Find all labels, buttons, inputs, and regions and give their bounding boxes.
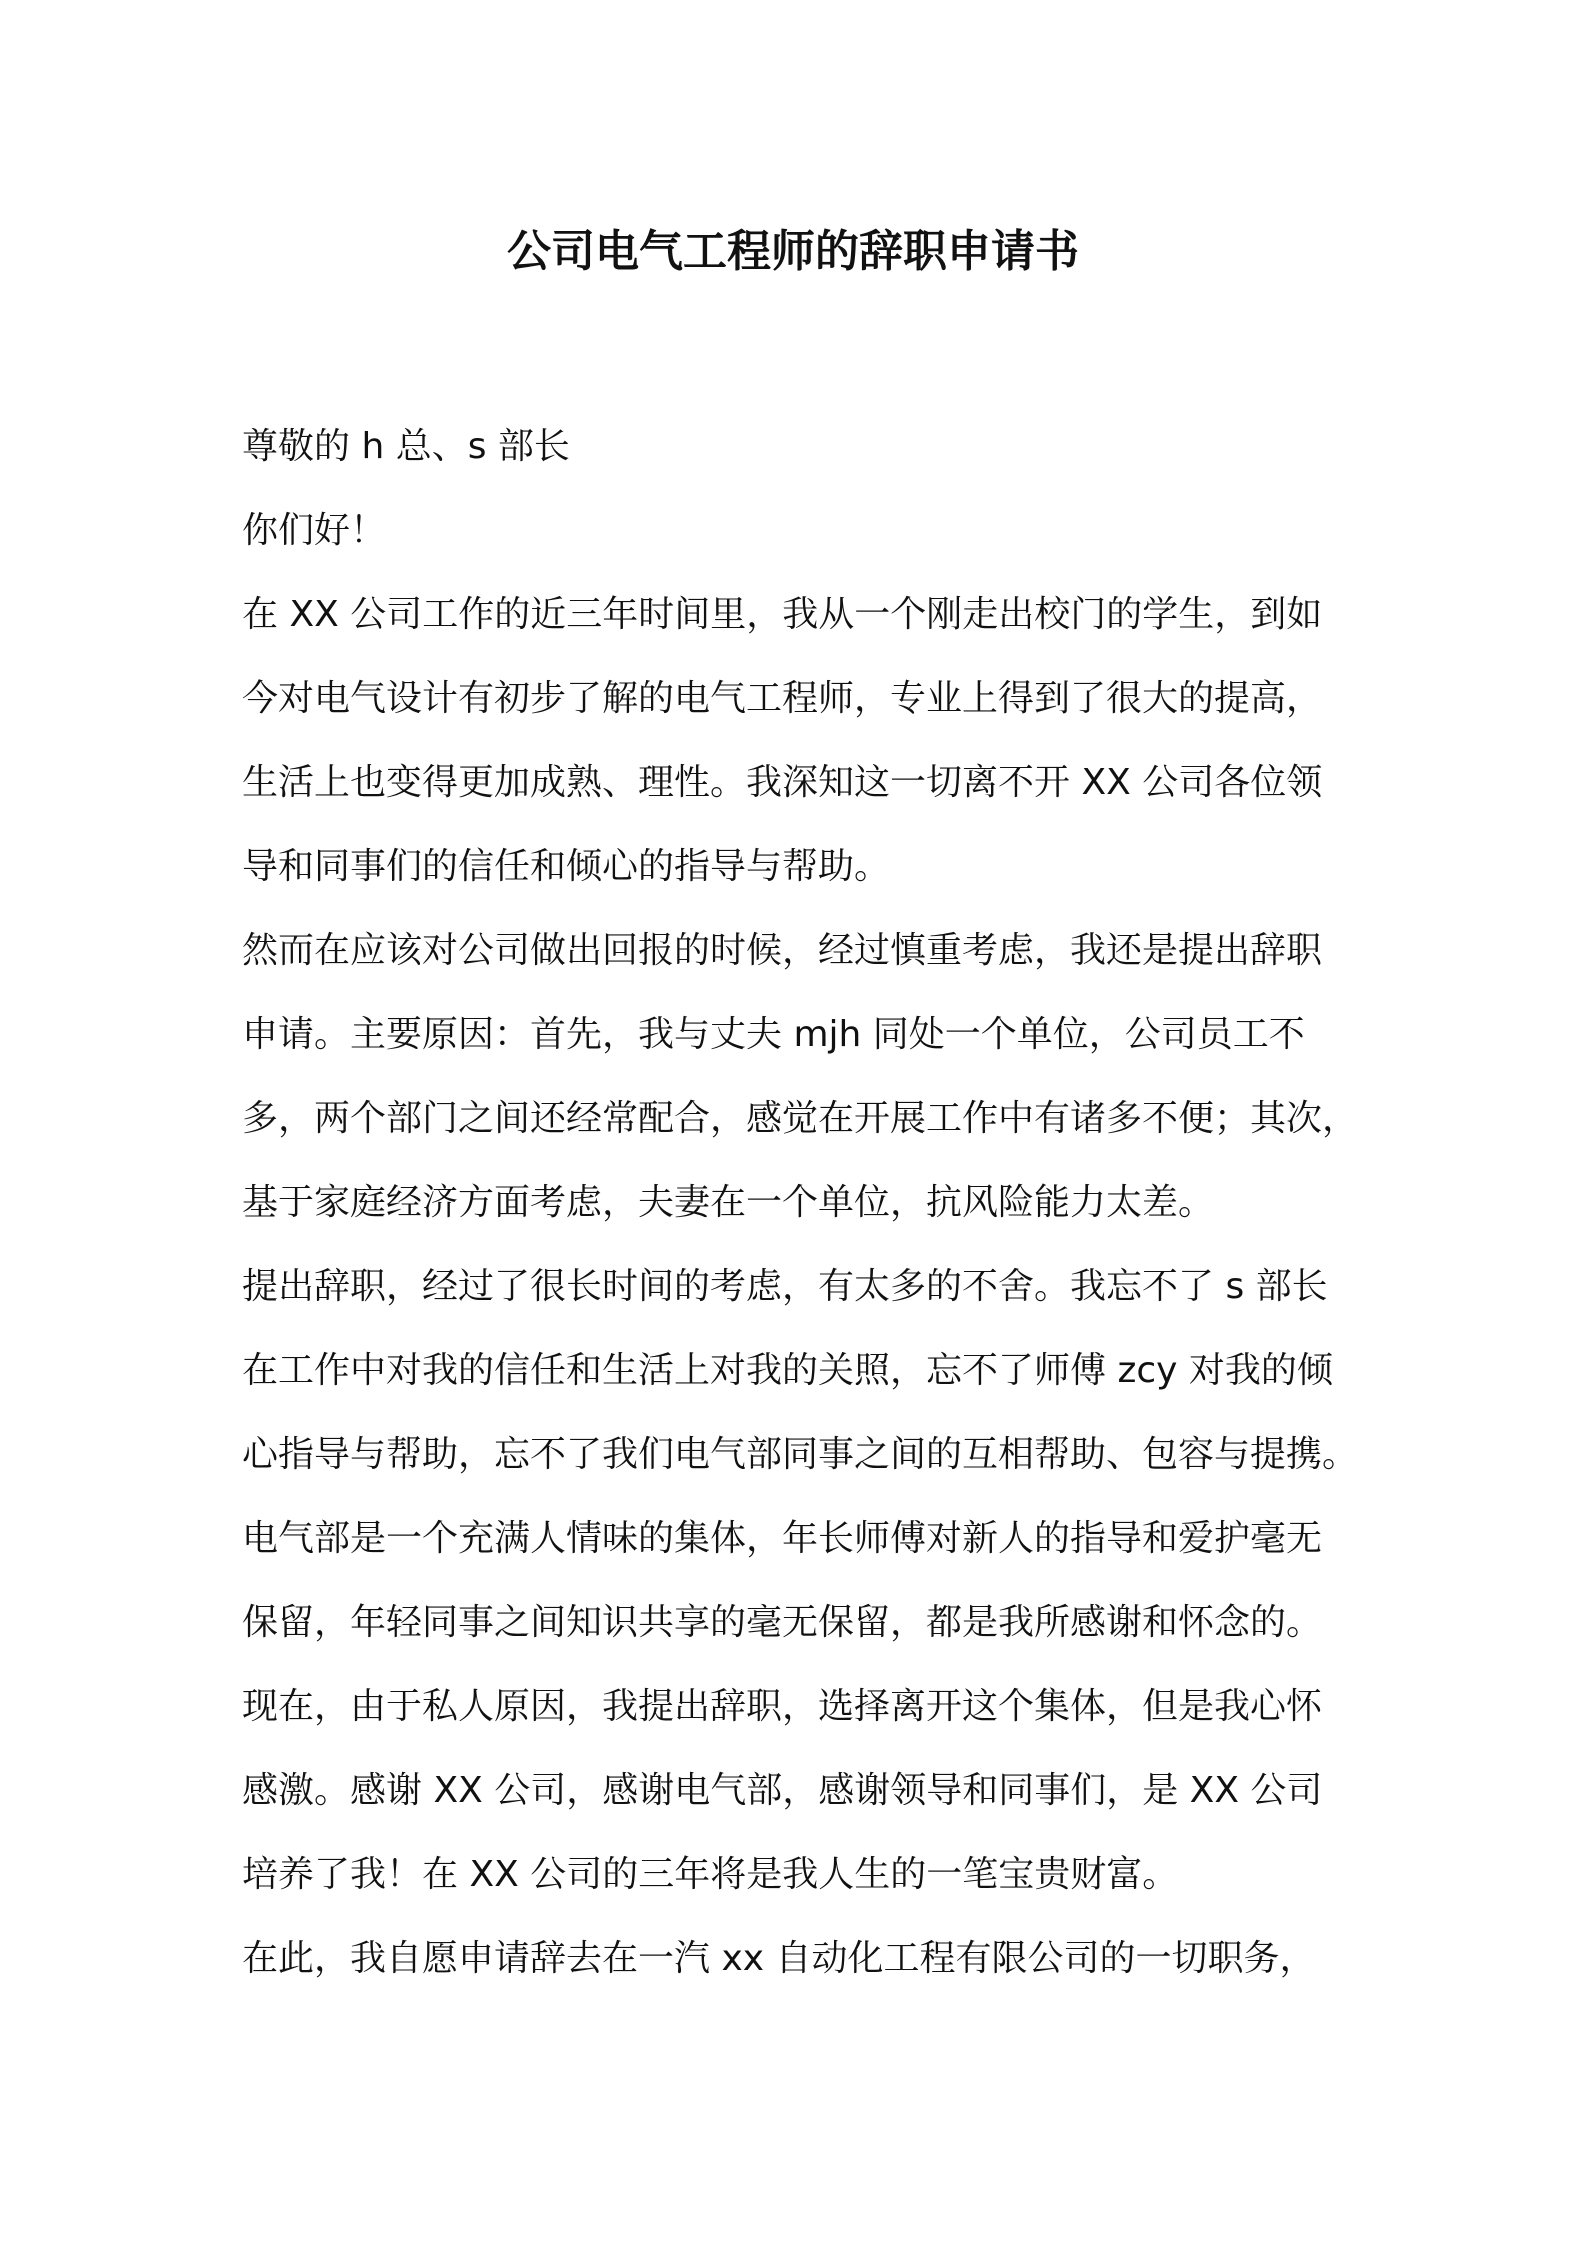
body-line: 保留，年轻同事之间知识共享的毫无保留，都是我所感谢和怀念的。 xyxy=(242,1602,1323,1643)
body-line: 你们好！ xyxy=(242,510,387,551)
document-body xyxy=(242,405,1362,2001)
body-line: 导和同事们的信任和倾心的指导与帮助。 xyxy=(242,846,891,887)
body-line: 申请。主要原因：首先，我与丈夫 mjh 同处一个单位，公司员工不 xyxy=(242,1014,1305,1055)
body-line: 培养了我！在 XX 公司的三年将是我人生的一笔宝贵财富。 xyxy=(242,1854,1179,1895)
body-line: 在 XX 公司工作的近三年时间里，我从一个刚走出校门的学生，到如 xyxy=(242,594,1323,635)
body-line: 在此，我自愿申请辞去在一汽 xx 自动化工程有限公司的一切职务， xyxy=(242,1938,1316,1979)
body-line: 尊敬的 h 总、s 部长 xyxy=(242,426,570,467)
body-line: 在工作中对我的信任和生活上对我的关照，忘不了师傅 zcy 对我的倾 xyxy=(242,1350,1333,1391)
body-line: 提出辞职，经过了很长时间的考虑，有太多的不舍。我忘不了 s 部长 xyxy=(242,1266,1328,1307)
body-line: 现在，由于私人原因，我提出辞职，选择离开这个集体，但是我心怀 xyxy=(242,1686,1323,1727)
body-line: 基于家庭经济方面考虑，夫妻在一个单位，抗风险能力太差。 xyxy=(242,1182,1215,1223)
body-line: 生活上也变得更加成熟、理性。我深知这一切离不开 XX 公司各位领 xyxy=(242,762,1323,803)
body-line: 感激。感谢 XX 公司，感谢电气部，感谢领导和同事们，是 XX 公司 xyxy=(242,1770,1323,1811)
body-line: 心指导与帮助，忘不了我们电气部同事之间的互相帮助、包容与提携。 xyxy=(242,1434,1359,1475)
document-title: 公司电气工程师的辞职申请书 xyxy=(507,226,1079,277)
body-line: 然而在应该对公司做出回报的时候，经过慎重考虑，我还是提出辞职 xyxy=(242,930,1323,971)
body-line: 电气部是一个充满人情味的集体，年长师傅对新人的指导和爱护毫无 xyxy=(242,1518,1323,1559)
body-line: 今对电气设计有初步了解的电气工程师，专业上得到了很大的提高， xyxy=(242,678,1323,719)
body-line: 多，两个部门之间还经常配合，感觉在开展工作中有诸多不便；其次， xyxy=(242,1098,1359,1139)
